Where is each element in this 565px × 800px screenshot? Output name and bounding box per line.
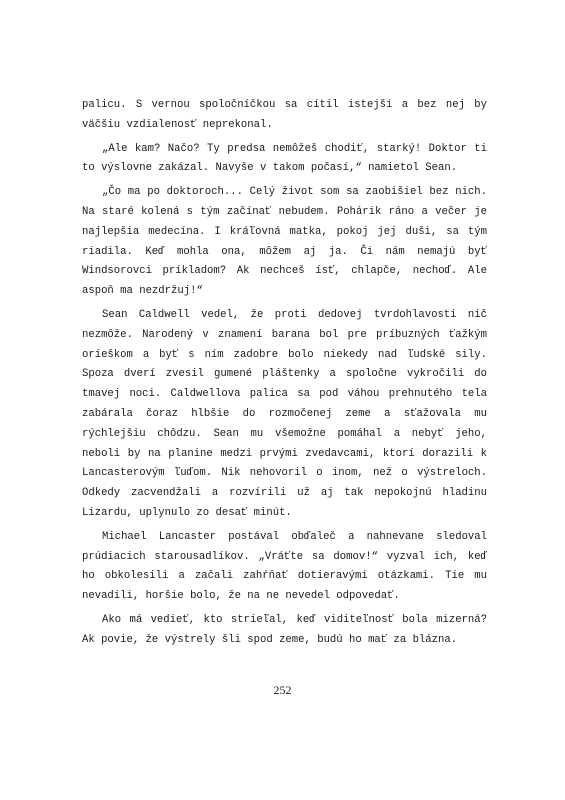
paragraph-6: Ako má vedieť, kto strieľal, keď viditeľnosť bola mizerná? Ak povie, že výstrely šli spod zeme, budú ho mať za blázna. (82, 613, 487, 646)
paragraph-2: „Ale kam? Načo? Ty predsa nemôžeš chodiť, starký! Doktor ti to výslovne zakázal. Navyše v takom počasí,“ namietol Sean. (82, 142, 487, 175)
paragraph-5: Michael Lancaster postával obďaleč a nahnevane sledoval prúdiacich starousadlíkov. „Vráťte sa domov!“ vyzval ich, keď ho obkolesili a začali zahŕňať dotieravými otázkami. Tie mu nevadili, horšie bolo, že na ne nevedel odpovedať. (82, 530, 487, 603)
paragraph-4: Sean Caldwell vedel, že proti dedovej tvrdohlavosti nič nezmôže. Narodený v znamení barana bol pre príbuzných ťažkým orieškom a byť s ním zadobre bolo niekedy nad ľudské sily. Spoza dverí zvesil gumené pláštenky a spoločne vykročili do tmavej noci. Caldwellova palica sa pod váhou prehnutého tela zabárala čoraz hlbšie do rozmočenej zeme a sťažovala mu rýchlejšiu chôdzu. Sean mu všemožne pomáhal a nebyť jeho, neboli by na planine medzi prvými zvedavcami, ktorí dorazili k Lancasterovým ľuďom. Nik nehovoril o inom, než o výstreloch. Odkedy zacvendžali a rozvírili už aj tak nepokojnú hladinu Lizardu, uplynulo zo desať minút. (82, 308, 487, 519)
paragraph-3: „Čo ma po doktoroch... Celý život som sa zaobišiel bez nich. Na staré kolená s tým začínať nebudem. Pohárik ráno a večer je najlepšia medecína. I kráľovná matka, pokoj jej duši, sa tým riadila. Keď mohla ona, môžem aj ja. Či nám nemajú byť Windsorovci príkladom? Ak nechceš ísť, chlapče, nechoď. Ale aspoň ma nezdržuj!“ (82, 186, 487, 298)
paragraph-1: palicu. S vernou spoločníčkou sa cítil istejší a bez nej by väčšiu vzdialenosť neprekonal. (82, 99, 487, 131)
page-number: 252 (273, 683, 292, 697)
body-text (82, 96, 487, 655)
